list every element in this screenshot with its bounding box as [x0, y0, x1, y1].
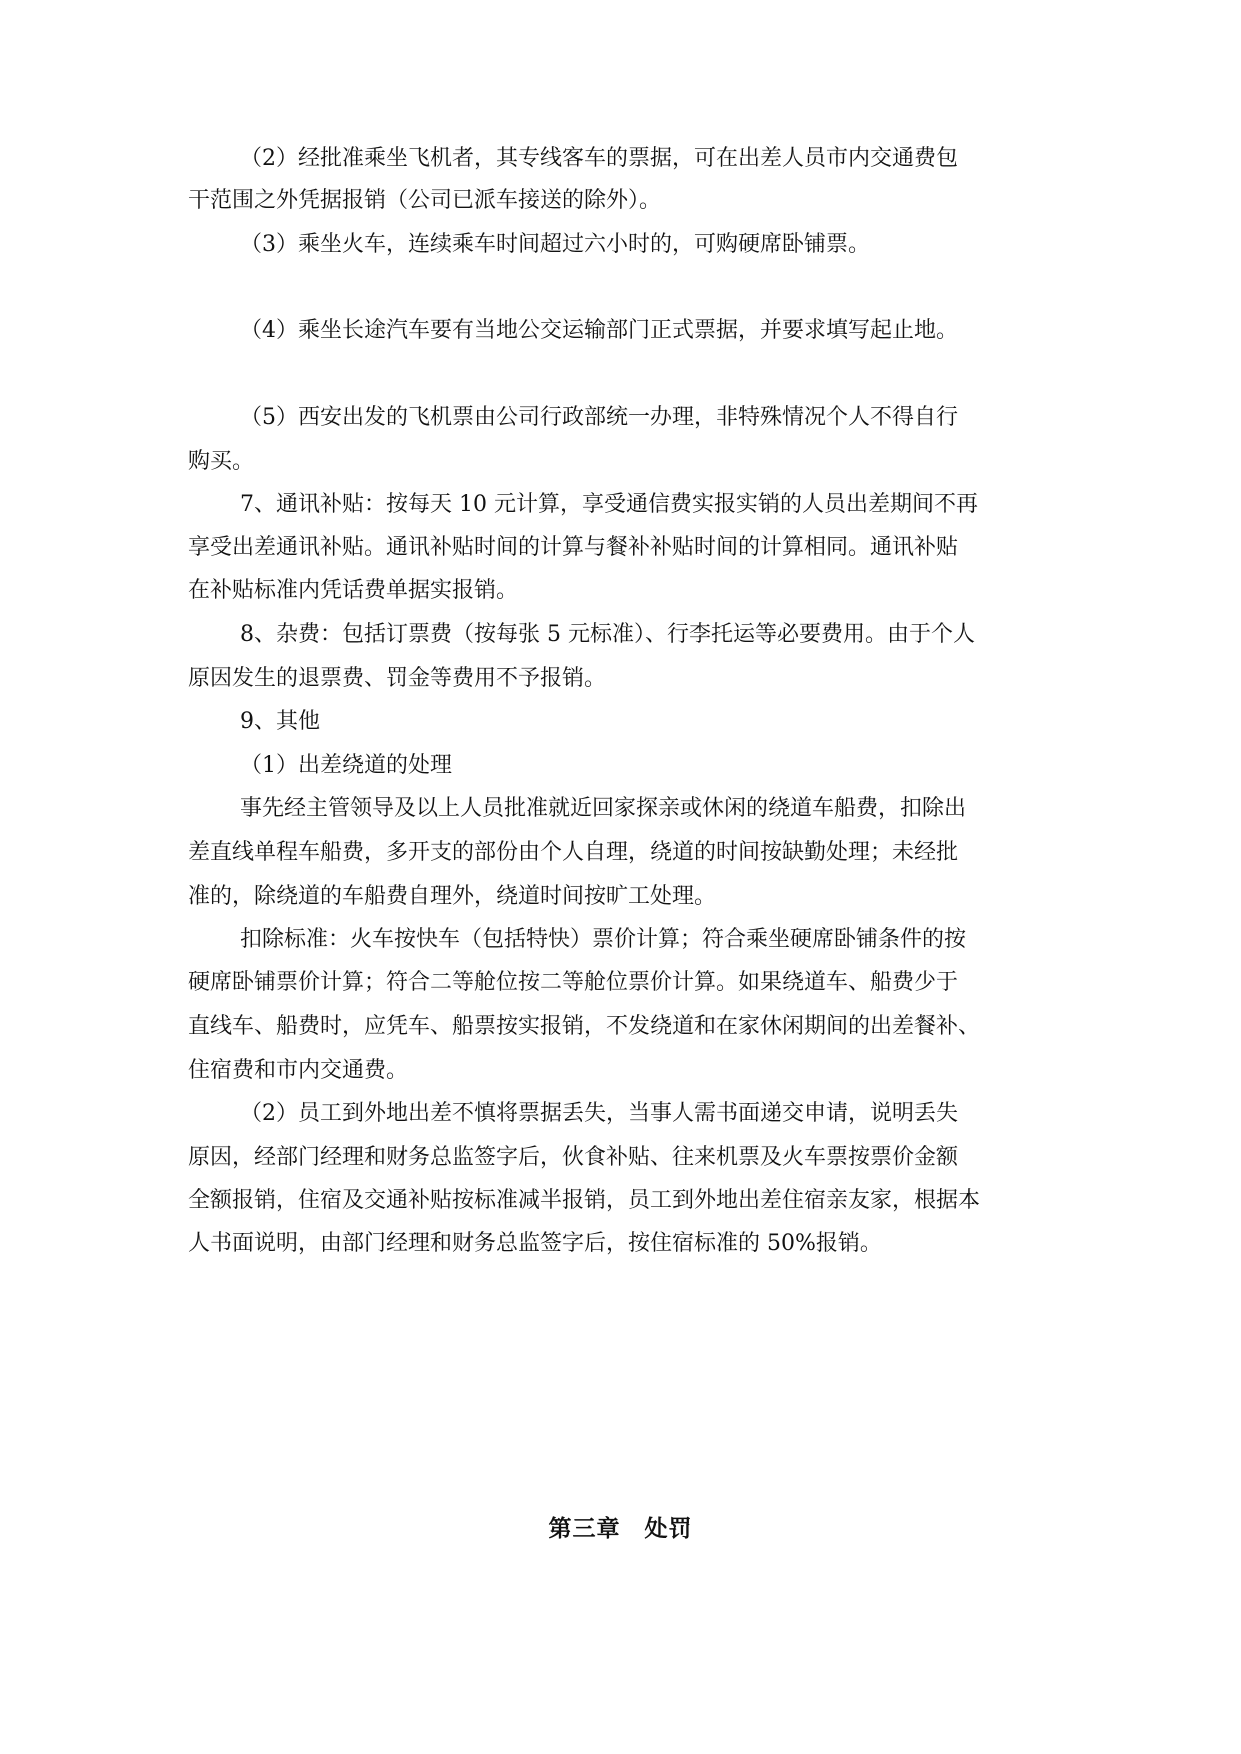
- paragraph-line: 扣除标准：火车按快车（包括特快）票价计算；符合乘坐硬席卧铺条件的按: [240, 927, 967, 952]
- chapter-heading: 第三章 处罚: [548, 1515, 693, 1542]
- paragraph-line: 全额报销，住宿及交通补贴按标准减半报销，员工到外地出差住宿亲友家，根据本: [188, 1188, 981, 1213]
- paragraph-line: 直线车、船费时，应凭车、船票按实报销，不发绕道和在家休闲期间的出差餐补、: [188, 1014, 981, 1039]
- paragraph-line: 原因，经部门经理和财务总监签字后，伙食补贴、往来机票及火车票按票价金额: [188, 1145, 959, 1170]
- paragraph-line: 差直线单程车船费，多开支的部份由个人自理，绕道的时间按缺勤处理；未经批: [188, 840, 959, 865]
- paragraph-line: （2）员工到外地出差不慎将票据丢失，当事人需书面递交申请，说明丢失: [240, 1101, 958, 1126]
- paragraph-line: 住宿费和市内交通费。: [188, 1058, 409, 1083]
- paragraph-line: 原因发生的退票费、罚金等费用不予报销。: [188, 666, 607, 691]
- paragraph-line: （4）乘坐长途汽车要有当地公交运输部门正式票据，并要求填写起止地。: [240, 318, 958, 343]
- paragraph-line: （2）经批准乘坐飞机者，其专线客车的票据，可在出差人员市内交通费包: [240, 146, 958, 171]
- paragraph-line: 7、通讯补贴：按每天 10 元计算，享受通信费实报实销的人员出差期间不再: [240, 492, 978, 517]
- paragraph-line: 硬席卧铺票价计算；符合二等舱位按二等舱位票价计算。如果绕道车、船费少于: [188, 970, 959, 995]
- paragraph-line: （1）出差绕道的处理: [240, 753, 452, 778]
- paragraph-line: 8、杂费：包括订票费（按每张 5 元标准）、行李托运等必要费用。由于个人: [240, 622, 975, 647]
- paragraph-line: 购买。: [188, 449, 255, 474]
- paragraph-line: 准的，除绕道的车船费自理外，绕道时间按旷工处理。: [188, 884, 717, 909]
- paragraph-line: 在补贴标准内凭话费单据实报销。: [188, 578, 519, 603]
- paragraph-line: （5）西安出发的飞机票由公司行政部统一办理，非特殊情况个人不得自行: [240, 405, 958, 430]
- paragraph-line: 9、其他: [240, 709, 320, 734]
- paragraph-line: 人书面说明，由部门经理和财务总监签字后，按住宿标准的 50%报销。: [188, 1231, 882, 1256]
- paragraph-line: 享受出差通讯补贴。通讯补贴时间的计算与餐补补贴时间的计算相同。通讯补贴: [188, 535, 959, 560]
- paragraph-line: 事先经主管领导及以上人员批准就近回家探亲或休闲的绕道车船费，扣除出: [240, 796, 967, 821]
- paragraph-line: 干范围之外凭据报销（公司已派车接送的除外）。: [188, 188, 662, 213]
- paragraph-line: （3）乘坐火车，连续乘车时间超过六小时的，可购硬席卧铺票。: [240, 232, 870, 257]
